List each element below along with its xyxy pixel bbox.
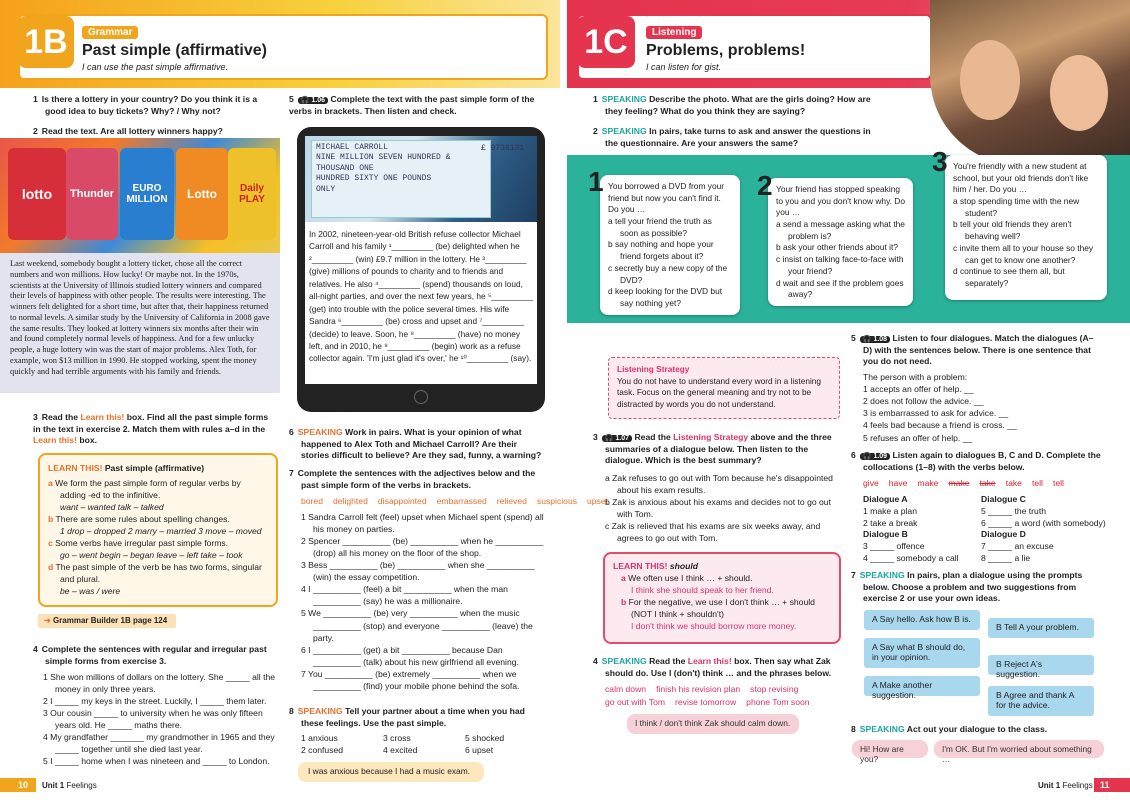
exercise-4-left [33,644,278,767]
cheque-photo [305,136,537,222]
summary-option: a Zak refuses to go out with Tom because he's disappointed about his exam results. [605,472,833,495]
speaking-label: SPEAKING [297,427,343,437]
learn-this-ref: Learn this! [33,435,77,446]
rule-c-example: go – went begin – began leave – left take – took [60,550,243,561]
ex-number: 5 [851,333,856,343]
answer-option: b say nothing and hope your friend forgets about it? [608,239,714,262]
speech-bubble-left: I was anxious because I had a music exam. [298,762,484,782]
learn-this-label: LEARN THIS! [613,561,668,571]
ex-text: Complete the sentences with the adjectives below and the past simple form of the verbs in brackets. [297,468,536,490]
audio-track-icon[interactable]: 🎧 1.09 [860,453,890,460]
exercise-5-left [289,94,547,117]
audio-track-number: 1.07 [615,435,630,442]
ex-number: 8 [851,724,856,734]
sentence-item: 2 Spencer __________ (be) __________ when he __________ (drop) all his money on the floor of the shop. [301,536,544,559]
collocation-item: 2 take a break [863,517,918,528]
exercise-3-left [33,412,278,447]
ex-text: Tell your partner about a time when you had these feelings. Use the past simple. [301,706,525,728]
exercise-3-right [593,432,843,544]
ex-number: 6 [289,427,294,437]
verb-word: tell [1031,478,1043,489]
sentence-item: 2 I _____ my keys in the street. Luckily, I _____ them later. [43,696,267,707]
verb-word-used: take [979,478,996,489]
audio-track-icon[interactable]: 🎧 1.06 [298,97,328,104]
ex-text: Listen to four dialogues. Match the dialogues (A–D) with the sentences below. There is one sentence that you do not need. [863,333,1094,367]
ex-number: 2 [593,126,598,136]
grammar-builder-link[interactable] [38,614,176,628]
verb-word-used: make [948,478,970,489]
question-number: 1 [588,166,604,197]
ex-text: Listen again to dialogues B, C and D. Complete the collocations (1–8) with the verbs below. [863,450,1101,472]
rule-b: There are some rules about spelling changes. [55,514,230,525]
answer-option: d wait and see if the problem goes away? [776,277,904,300]
exercise-2-right [593,126,878,149]
question-number: 2 [757,170,773,201]
page-subtitle-right: I can listen for gist. [646,62,722,72]
page-title-left: Past simple (affirmative) [82,42,267,59]
girls-photo [930,0,1130,165]
rule-b: For the negative, we use I don't think … + should [628,597,815,608]
sentence-item: 3 is embarrassed to ask for advice. __ [863,408,1009,419]
ex-number: 1 [593,94,598,104]
rule-a-example: want – wanted talk – talked [60,502,164,513]
answer-option: b ask your other friends about it? [776,242,898,253]
sentence-item: 2 does not follow the advice. __ [863,396,984,407]
answer-option: c secretly buy a new copy of the DVD? [608,262,728,285]
sentence-item: 5 We __________ (be) very __________ when the music __________ (stop) and everyone __________ (leave) the party. [301,608,533,643]
sentence-item: 3 Our cousin _____ to university when he was only fifteen years old. He _____ maths there. [43,708,263,731]
answer-option: a tell your friend the truth as soon as possible? [608,215,712,238]
lottery-tickets-photo [0,138,280,253]
footer-topic: Feelings [1062,781,1093,790]
ex-number: 4 [593,656,598,666]
speaking-label: SPEAKING [601,94,647,104]
list-intro: The person with a problem: [863,371,968,382]
speech-bubble-worried: I'm OK. But I'm worried about something … [934,740,1104,758]
collocation-item: 4 _____ somebody a call [863,553,959,564]
question-stem: Your friend has stopped speaking to you and you don't know why. Do you … [776,184,906,218]
listening-strategy-box [608,357,840,419]
sentence-item: 7 You __________ (be) extremely __________ when we __________ (find) your mobile phone behind the sofa. [301,668,520,691]
collocation-item: 6 _____ a word (with somebody) [981,517,1106,528]
footer-unit: Unit 1 [42,781,65,790]
ex-number: 1 [33,94,38,104]
collocation-item: 1 make a plan [863,505,917,516]
lottery-cheque [311,140,491,218]
unit-badge-1c: 1C [577,16,635,68]
exercise-8-left [289,706,547,756]
speech-bubble-hi: Hi! How are you? [852,740,928,758]
answer-option: a stop spending time with the new student? [953,195,1080,218]
answer-option: c insist on talking face-to-face with your friend? [776,254,904,276]
phrase-item: revise tomorrow [675,696,737,707]
phrase-item: finish his revision plan [656,684,741,695]
learn-this-title: should [669,561,698,571]
audio-track-number: 1.06 [311,97,326,104]
unit-badge-1b: 1B [18,16,74,68]
ex-number: 4 [33,644,38,654]
ex-text: Read the [41,412,81,422]
sentence-item: 1 Sandra Carroll felt (feel) upset when Michael spent (spend) all his money on parties. [301,512,544,535]
learn-this-ref: Learn this! [80,412,125,422]
verb-word: make [917,478,939,489]
lottery-ticket: Daily PLAY [228,148,276,240]
footer-unit: Unit 1 [1038,781,1061,790]
cheque-line: MICHAEL CARROLL [316,143,389,152]
adjective-word: relieved [496,496,527,507]
audio-track-icon[interactable]: 🎧 1.08 [860,336,890,343]
exercise-1-left [33,94,278,117]
strategy-title: Listening Strategy [617,364,690,374]
feeling-item: 3 cross [383,733,411,744]
grammar-builder-label: Grammar Builder 1B page 124 [52,616,168,625]
ex-text: box. [76,435,97,446]
feeling-item: 2 confused [301,744,344,755]
lottery-ticket: EURO MILLION [120,148,174,240]
rule-c: Some verbs have irregular past simple forms. [55,538,229,549]
lottery-ticket: lotto [8,148,66,240]
adjective-word: upset [587,496,609,507]
phrase-item: calm down [605,684,647,695]
speaking-label: SPEAKING [601,656,647,666]
ex-number: 5 [289,94,294,104]
rule-b-example: I don't think we should borrow more money. [631,621,797,632]
collocation-item: 5 _____ the truth [981,505,1046,516]
learn-this-title: Past simple (affirmative) [104,463,205,473]
feeling-item: 6 upset [465,744,494,755]
ex-text: In pairs, take turns to ask and answer the questions in the questionnaire. Are your answers the same? [605,126,871,148]
arrow-right-icon: ➜ [44,616,51,625]
audio-track-icon[interactable]: 🎧 1.07 [602,435,632,442]
feeling-item: 5 shocked [465,733,505,744]
phrase-item: stop revising [750,684,799,695]
ex-text: box. Then say what Zak should do. Use I (don't) think … and the phrases below. [605,656,832,678]
exercise-6-left [289,427,547,462]
speaking-label: SPEAKING [601,126,647,136]
verb-word: take [1005,478,1022,489]
ex-text: Complete the text with the past simple form of the verbs in brackets. Then listen and check. [289,94,535,116]
collocation-item: 3 _____ offence [863,541,925,552]
prompt-b-3: B Agree and thank A for the advice. [988,686,1094,716]
collocation-item: 7 _____ an excuse [981,541,1054,552]
question-number: 3 [932,146,948,177]
verb-word: have [888,478,908,489]
lottery-ticket: Thunder [66,148,118,240]
speaking-label: SPEAKING [297,706,343,716]
ex-text: Read the [634,432,674,442]
speaking-label: SPEAKING [859,724,905,734]
speaking-label: SPEAKING [859,570,905,580]
ex-number: 6 [851,450,856,460]
page-subtitle-left: I can use the past simple affirmative. [82,62,229,72]
strategy-ref: Listening Strategy [673,432,749,442]
speech-bubble-right: I think / don't think Zak should calm down. [627,714,799,734]
ex-number: 2 [33,126,38,136]
ex-text: Work in pairs. What is your opinion of what happened to Alex Toth and Michael Carroll? Are their stories difficult to believe? Are they sad, funny, a warning? [301,427,542,461]
exercise-7-left [289,468,609,692]
learn-this-box-left: LEARN THIS! Past simple (affirmative) a We form the past simple form of regular verbs by adding -ed to the infinitive. want – wanted talk – talked b There are some rules about spelling changes. 1 drop – dropped 2 marry – married 3 move – moved c Some verbs have irregular past simple forms. go – went begin – began leave – left take – took d The past simple of the verb be has two forms, singular and plural. be – was / were [38,453,278,607]
prompt-a-1: A Say hello. Ask how B is. [864,610,980,630]
ex-number: 7 [289,468,294,478]
ex-text: Read the text. Are all lottery winners happy? [41,126,223,136]
rule-a-example: I think she should speak to her friend. [631,585,774,596]
prompt-b-2: B Reject A's suggestion. [988,655,1094,675]
adjective-word: delighted [332,496,368,507]
sentence-item: 1 She won millions of dollars on the lottery. She _____ all the money in only three years. [43,672,276,695]
phrase-item: go out with Tom [605,696,666,707]
cheque-line: THOUSAND ONE [316,163,374,173]
ex-text: above and the three summaries of a dialogue below. Then listen to the dialogue. Which is the best summary? [605,432,832,466]
exercise-4-right [593,656,843,708]
sentence-item: 1 accepts an offer of help. __ [863,384,974,395]
collocation-item: 8 _____ a lie [981,553,1031,564]
exercise-8-right [851,724,1101,736]
question-card-1 [600,175,740,315]
tablet-story-text: In 2002, nineteen-year-old British refuse collector Michael Carroll and his family ¹_________ (be) delighted when he ²_________ (win) £9.7 million in the lottery. He ³_________ (give) millions of pounds to charity and to friends and relatives. He also ⁴_________ (spend) thousands on loud, all-night parties, and over the next few years, he ⁵_________ (get) into trouble with the police several times. His wife Sandra ⁶_________ (be) cross and upset and ⁷_________ (decide) to leave. Soon, he ⁸_________ (have) no money left, and in 2010, he ⁹_________ (begin) work as a refuse collector again. 'I'm just glad it's over,' he ¹⁰_________ (say). [309,229,533,364]
rule-a: We often use I think … + should. [628,573,753,584]
dialogue-heading: Dialogue B [863,529,908,540]
learn-this-box-right: LEARN THIS! should a We often use I think … + should. I think she should speak to her friend. b For the negative, we use I don't think … + should (NOT I think + shouldn't) I don't think we should borrow more money. [603,552,841,644]
footer-unit-right [1038,781,1093,790]
summary-option: b Zak is anxious about his exams and decides not to go out with Tom. [605,496,831,519]
answer-option: c invite them all to your house so they can get to know one another? [953,242,1094,265]
footer-topic: Feelings [66,781,97,790]
sentence-item: 5 refuses an offer of help. __ [863,432,973,443]
tablet-home-button[interactable] [414,390,428,404]
learn-this-ref: Learn this! [687,656,732,666]
page-number-left: 10 [0,778,36,792]
ex-number: 7 [851,570,856,580]
prompt-a-2: A Say what B should do, in your opinion. [864,638,980,668]
question-stem: You borrowed a DVD from your friend but now you can't find it. Do you … [608,181,725,215]
exercise-2-left [33,126,278,138]
lottery-ticket: Lotto [176,148,228,240]
ex-text: In pairs, plan a dialogue using the prompts below. Choose a problem and two suggestions from exercise 2 or use your own ideas. [863,570,1083,604]
sentence-item: 5 I _____ home when I was nineteen and _____ to London. [43,756,270,767]
question-stem: You're friendly with a new student at school, but your old friends don't like him / her. Do you … [953,161,1089,195]
adjective-word: bored [301,496,323,507]
learn-this-label: LEARN THIS! [48,463,103,473]
prompt-b-1: B Tell A your problem. [988,618,1094,638]
question-card-3 [945,155,1107,300]
audio-track-number: 1.08 [873,336,888,343]
summary-option: c Zak is relieved that his exams are six weeks away, and agrees to go out with Tom. [605,520,821,543]
page-number-right: 11 [1094,778,1130,792]
adjective-word: disappointed [377,496,427,507]
lottery-article: Last weekend, somebody bought a lottery ticket, chose all the correct numbers and won millions. How lucky! Or maybe not. In the 1970s, scientists at the University of Illinois studied lottery winners and compared their levels of happiness with other people. The results were interesting. The winners felt delighted for a short time, but after that, their happiness returned to normal levels. A similar study by the University of California in 2008 gave the same results. They looked at lottery winners six months after their win and found completely normal levels of happiness. And for a few unlucky people, a huge lottery win was the start of major problems. Alex Toth, for example, won $13 million in 1990. He stopped working, spent the money quickly and had terrible arguments with his family and friends. [0,253,280,393]
ex-text: Describe the photo. What are the girls doing? How are they feeling? What do you think they are saying? [605,94,871,116]
prompt-a-3: A Make another suggestion. [864,676,980,696]
strategy-text: You do not have to understand every word in a listening task. Focus on the general meaning and try not to be distracted by words you do not understand. [617,375,822,409]
exercise-6-right [851,450,1106,565]
rule-d-example: be – was / were [60,586,121,597]
exercise-5-right [851,333,1101,444]
rule-b-note: (NOT I think + shouldn't) [631,609,724,620]
dialogue-heading: Dialogue C [981,493,1026,504]
cheque-line: HUNDRED SIXTY ONE POUNDS [316,174,432,184]
cheque-line: ONLY [316,184,336,194]
answer-option: d continue to see them all, but separately? [953,266,1065,289]
adjective-word: embarrassed [436,496,487,507]
sentence-item: 6 I __________ (get) a bit __________ because Dan __________ (talk) about his new girlfriend all evening. [301,644,519,667]
cheque-line: NINE MILLION SEVEN HUNDRED & [316,153,451,163]
exercise-7-right [851,570,1101,605]
answer-option: d keep looking for the DVD but say nothing yet? [608,286,723,309]
phrase-item: phone Tom soon [746,696,810,707]
verb-word: tell [1052,478,1064,489]
girl-face [960,40,1020,120]
ex-number: 3 [593,432,598,442]
rule-d: The past simple of the verb be has two forms, singular and plural. [55,562,262,585]
grammar-tag: Grammar [82,26,138,39]
sentence-item: 4 My grandfather _______ my grandmother in 1965 and they _____ together until she died last year. [43,732,275,755]
ex-text: Read the [649,656,688,666]
feeling-item: 1 anxious [301,733,338,744]
audio-track-number: 1.09 [873,453,888,460]
ex-text: Complete the sentences with regular and irregular past simple forms from exercise 3. [41,644,267,666]
question-card-2 [768,178,913,306]
exercise-1-right [593,94,878,117]
ex-text: box. Find all the past simple forms in the text in exercise 2. Match them with rules a–d in the [33,412,269,434]
ex-text: Act out your dialogue to the class. [906,724,1048,734]
adjective-word: suspicious [536,496,578,507]
answer-option: a send a message asking what the problem is? [776,218,905,241]
girl-face [1050,55,1108,131]
verb-word: give [863,478,879,489]
answer-option: b tell your old friends they aren't behaving well? [953,219,1072,242]
dialogue-heading: Dialogue A [863,493,908,504]
sentence-item: 4 feels bad because a friend is cross. __ [863,420,1017,431]
rule-a: We form the past simple form of regular verbs by adding -ed to the infinitive. [55,478,241,501]
feeling-item: 4 excited [383,744,418,755]
cheque-amount: £ 9736131 [481,144,525,153]
ex-number: 8 [289,706,294,716]
ex-number: 3 [33,412,38,422]
ex-text: Is there a lottery in your country? Do you think it is a good idea to buy tickets? Why? / Why not? [41,94,258,116]
sentence-item: 3 Bess __________ (be) __________ when she __________ (win) the essay competition. [301,560,535,583]
rule-b-example: 1 drop – dropped 2 marry – married 3 move – moved [60,526,262,537]
dialogue-heading: Dialogue D [981,529,1026,540]
listening-tag: Listening [646,26,702,39]
sentence-item: 4 I __________ (feel) a bit __________ when the man __________ (say) he was a millionaire. [301,584,508,607]
page-title-right: Problems, problems! [646,42,806,59]
footer-unit-left [42,781,97,790]
